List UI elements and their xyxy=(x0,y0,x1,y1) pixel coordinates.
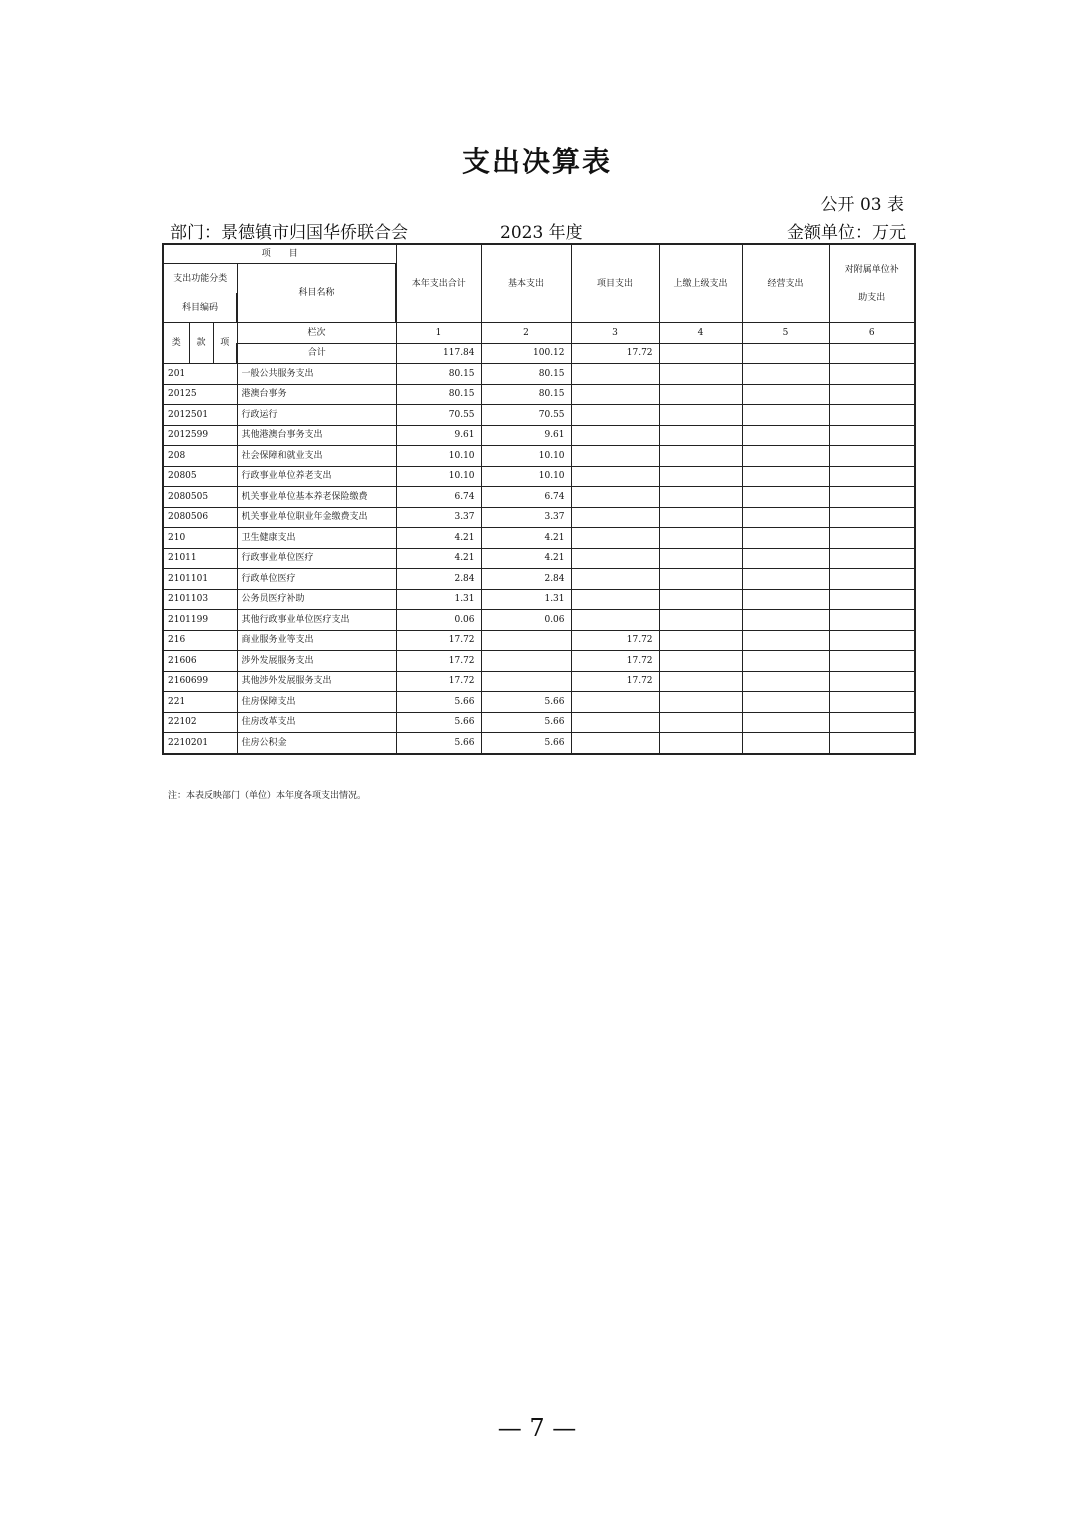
amount-cell xyxy=(659,548,742,569)
subject-code: 2101199 xyxy=(163,610,237,631)
unit-label: 金额单位：万元 xyxy=(787,223,906,243)
amount-cell: 9.61 xyxy=(481,425,571,446)
total-value xyxy=(742,343,829,364)
subject-name: 卫生健康支出 xyxy=(237,528,396,549)
table-row xyxy=(163,630,915,651)
amount-cell xyxy=(829,569,915,590)
year-label: 2023 年度 xyxy=(500,223,583,243)
amount-cell xyxy=(829,589,915,610)
table-row xyxy=(163,692,915,713)
amount-cell: 0.06 xyxy=(396,610,481,631)
col-num-2: 2 xyxy=(481,323,571,344)
total-label: 合计 xyxy=(237,343,396,364)
col-num-3: 3 xyxy=(571,323,659,344)
amount-cell: 3.37 xyxy=(396,507,481,528)
amount-cell xyxy=(659,630,742,651)
table-row xyxy=(163,487,915,508)
header-item: 项 目 xyxy=(163,244,396,264)
amount-cell xyxy=(481,671,571,692)
amount-cell: 1.31 xyxy=(396,589,481,610)
amount-cell xyxy=(829,425,915,446)
amount-cell xyxy=(742,733,829,754)
subject-code: 208 xyxy=(163,446,237,467)
subject-name: 商业服务业等支出 xyxy=(237,630,396,651)
amount-cell xyxy=(571,405,659,426)
amount-cell xyxy=(829,384,915,405)
header-kuan: 款 xyxy=(189,323,213,364)
table-row xyxy=(163,405,915,426)
subject-code: 2101103 xyxy=(163,589,237,610)
form-number: 公开 03 表 xyxy=(820,195,904,215)
subject-code: 2012599 xyxy=(163,425,237,446)
table-row xyxy=(163,507,915,528)
amount-cell xyxy=(742,405,829,426)
col-header-subsidy: 对附属单位补助支出 xyxy=(829,244,915,323)
amount-cell xyxy=(742,507,829,528)
amount-cell: 5.66 xyxy=(481,712,571,733)
amount-cell xyxy=(659,487,742,508)
amount-cell: 80.15 xyxy=(396,364,481,385)
amount-cell: 6.74 xyxy=(481,487,571,508)
amount-cell: 1.31 xyxy=(481,589,571,610)
amount-cell xyxy=(742,466,829,487)
amount-cell xyxy=(742,548,829,569)
table-row xyxy=(163,610,915,631)
col-header-total: 本年支出合计 xyxy=(396,244,481,323)
amount-cell: 10.10 xyxy=(396,446,481,467)
subject-name: 其他涉外发展服务支出 xyxy=(237,671,396,692)
amount-cell: 4.21 xyxy=(396,528,481,549)
subject-code: 20805 xyxy=(163,466,237,487)
amount-cell xyxy=(742,692,829,713)
table-row xyxy=(163,651,915,672)
amount-cell: 4.21 xyxy=(481,548,571,569)
amount-cell: 5.66 xyxy=(481,692,571,713)
subject-code: 2012501 xyxy=(163,405,237,426)
subject-name: 机关事业单位职业年金缴费支出 xyxy=(237,507,396,528)
amount-cell xyxy=(742,651,829,672)
table-row xyxy=(163,528,915,549)
subject-name: 机关事业单位基本养老保险缴费 xyxy=(237,487,396,508)
subject-name: 行政运行 xyxy=(237,405,396,426)
amount-cell xyxy=(571,384,659,405)
amount-cell xyxy=(659,733,742,754)
amount-cell xyxy=(659,384,742,405)
col-header-project: 项目支出 xyxy=(571,244,659,323)
amount-cell xyxy=(571,487,659,508)
amount-cell xyxy=(571,733,659,754)
amount-cell xyxy=(659,507,742,528)
page-number: — 7 — xyxy=(497,1414,577,1442)
header-lei: 类 xyxy=(163,323,189,364)
amount-cell: 80.15 xyxy=(481,364,571,385)
amount-cell: 9.61 xyxy=(396,425,481,446)
amount-cell xyxy=(829,528,915,549)
page-title: 支出决算表 xyxy=(461,145,612,178)
amount-cell: 2.84 xyxy=(396,569,481,590)
header-row-4 xyxy=(163,323,915,344)
amount-cell xyxy=(829,507,915,528)
subject-code: 21011 xyxy=(163,548,237,569)
amount-cell xyxy=(659,610,742,631)
subject-code: 210 xyxy=(163,528,237,549)
amount-cell xyxy=(829,548,915,569)
amount-cell: 4.21 xyxy=(396,548,481,569)
amount-cell xyxy=(829,610,915,631)
table-row xyxy=(163,733,915,754)
amount-cell xyxy=(659,446,742,467)
amount-cell xyxy=(829,651,915,672)
amount-cell xyxy=(742,569,829,590)
amount-cell: 5.66 xyxy=(481,733,571,754)
header-subject-name: 科目名称 xyxy=(237,264,396,323)
subject-code: 2210201 xyxy=(163,733,237,754)
subject-code: 2080506 xyxy=(163,507,237,528)
amount-cell: 17.72 xyxy=(571,630,659,651)
amount-cell xyxy=(659,712,742,733)
table-row xyxy=(163,712,915,733)
amount-cell xyxy=(571,692,659,713)
amount-cell xyxy=(742,487,829,508)
amount-cell xyxy=(659,569,742,590)
amount-cell: 0.06 xyxy=(481,610,571,631)
amount-cell xyxy=(571,569,659,590)
col-header-operating: 经营支出 xyxy=(742,244,829,323)
subject-name: 住房保障支出 xyxy=(237,692,396,713)
header-row-1 xyxy=(163,244,915,264)
col-header-basic: 基本支出 xyxy=(481,244,571,323)
amount-cell xyxy=(829,487,915,508)
amount-cell xyxy=(659,671,742,692)
amount-cell xyxy=(571,589,659,610)
amount-cell xyxy=(481,651,571,672)
amount-cell xyxy=(829,364,915,385)
amount-cell xyxy=(659,466,742,487)
header-subject-code: 科目编码 xyxy=(163,293,237,323)
amount-cell xyxy=(829,733,915,754)
amount-cell: 10.10 xyxy=(481,446,571,467)
amount-cell: 5.66 xyxy=(396,733,481,754)
col-num-4: 4 xyxy=(659,323,742,344)
amount-cell xyxy=(571,446,659,467)
amount-cell: 5.66 xyxy=(396,712,481,733)
subject-name: 涉外发展服务支出 xyxy=(237,651,396,672)
amount-cell: 4.21 xyxy=(481,528,571,549)
amount-cell: 70.55 xyxy=(396,405,481,426)
amount-cell: 17.72 xyxy=(396,651,481,672)
amount-cell: 80.15 xyxy=(481,384,571,405)
amount-cell xyxy=(571,466,659,487)
amount-cell: 10.10 xyxy=(481,466,571,487)
amount-cell: 17.72 xyxy=(571,651,659,672)
amount-cell xyxy=(659,528,742,549)
amount-cell xyxy=(829,405,915,426)
amount-cell: 17.72 xyxy=(396,671,481,692)
subject-code: 20125 xyxy=(163,384,237,405)
subject-name: 港澳台事务 xyxy=(237,384,396,405)
amount-cell xyxy=(829,446,915,467)
department-label: 部门：景德镇市归国华侨联合会 xyxy=(170,223,408,243)
amount-cell xyxy=(742,425,829,446)
amount-cell: 80.15 xyxy=(396,384,481,405)
subject-name: 行政事业单位养老支出 xyxy=(237,466,396,487)
amount-cell xyxy=(829,671,915,692)
table-note: 注：本表反映部门（单位）本年度各项支出情况。 xyxy=(168,791,367,801)
amount-cell xyxy=(742,589,829,610)
subject-name: 住房公积金 xyxy=(237,733,396,754)
table-row xyxy=(163,548,915,569)
subject-name: 一般公共服务支出 xyxy=(237,364,396,385)
col-num-5: 5 xyxy=(742,323,829,344)
amount-cell xyxy=(571,364,659,385)
amount-cell xyxy=(571,712,659,733)
table-row xyxy=(163,671,915,692)
header-lanci: 栏次 xyxy=(237,323,396,344)
header-func-class: 支出功能分类 xyxy=(163,264,237,294)
total-value xyxy=(829,343,915,364)
amount-cell xyxy=(571,610,659,631)
amount-cell xyxy=(742,384,829,405)
amount-cell xyxy=(571,528,659,549)
col-header-remit: 上缴上级支出 xyxy=(659,244,742,323)
table-row xyxy=(163,589,915,610)
amount-cell xyxy=(659,425,742,446)
amount-cell: 17.72 xyxy=(396,630,481,651)
amount-cell: 10.10 xyxy=(396,466,481,487)
amount-cell xyxy=(571,425,659,446)
table-row xyxy=(163,364,915,385)
col-num-6: 6 xyxy=(829,323,915,344)
table-meta-line xyxy=(170,218,906,243)
amount-cell: 6.74 xyxy=(396,487,481,508)
subject-name: 其他行政事业单位医疗支出 xyxy=(237,610,396,631)
total-value: 100.12 xyxy=(481,343,571,364)
amount-cell xyxy=(659,405,742,426)
total-value xyxy=(659,343,742,364)
amount-cell xyxy=(742,528,829,549)
amount-cell xyxy=(829,712,915,733)
subject-code: 2101101 xyxy=(163,569,237,590)
subject-code: 2080505 xyxy=(163,487,237,508)
amount-cell xyxy=(742,671,829,692)
amount-cell xyxy=(742,446,829,467)
subject-name: 行政单位医疗 xyxy=(237,569,396,590)
amount-cell: 3.37 xyxy=(481,507,571,528)
amount-cell xyxy=(742,712,829,733)
amount-cell xyxy=(742,610,829,631)
subject-code: 2160699 xyxy=(163,671,237,692)
amount-cell: 17.72 xyxy=(571,671,659,692)
subject-name: 公务员医疗补助 xyxy=(237,589,396,610)
amount-cell xyxy=(829,630,915,651)
subject-name: 行政事业单位医疗 xyxy=(237,548,396,569)
subject-name: 社会保障和就业支出 xyxy=(237,446,396,467)
subject-code: 201 xyxy=(163,364,237,385)
amount-cell xyxy=(659,692,742,713)
amount-cell xyxy=(571,548,659,569)
amount-cell xyxy=(481,630,571,651)
subject-code: 221 xyxy=(163,692,237,713)
amount-cell xyxy=(571,507,659,528)
subject-code: 21606 xyxy=(163,651,237,672)
total-value: 17.72 xyxy=(571,343,659,364)
amount-cell xyxy=(659,364,742,385)
amount-cell xyxy=(659,651,742,672)
amount-cell xyxy=(742,630,829,651)
table-row xyxy=(163,466,915,487)
expenditure-table xyxy=(162,243,916,755)
total-row xyxy=(163,343,915,364)
amount-cell: 2.84 xyxy=(481,569,571,590)
total-value: 117.84 xyxy=(396,343,481,364)
header-xiang: 项 xyxy=(213,323,237,364)
amount-cell: 70.55 xyxy=(481,405,571,426)
table-row xyxy=(163,425,915,446)
amount-cell xyxy=(829,692,915,713)
table-row xyxy=(163,569,915,590)
amount-cell xyxy=(829,466,915,487)
amount-cell: 5.66 xyxy=(396,692,481,713)
table-row xyxy=(163,384,915,405)
table-row xyxy=(163,446,915,467)
subject-code: 22102 xyxy=(163,712,237,733)
amount-cell xyxy=(659,589,742,610)
amount-cell xyxy=(742,364,829,385)
subject-code: 216 xyxy=(163,630,237,651)
subject-name: 其他港澳台事务支出 xyxy=(237,425,396,446)
col-num-1: 1 xyxy=(396,323,481,344)
subject-name: 住房改革支出 xyxy=(237,712,396,733)
